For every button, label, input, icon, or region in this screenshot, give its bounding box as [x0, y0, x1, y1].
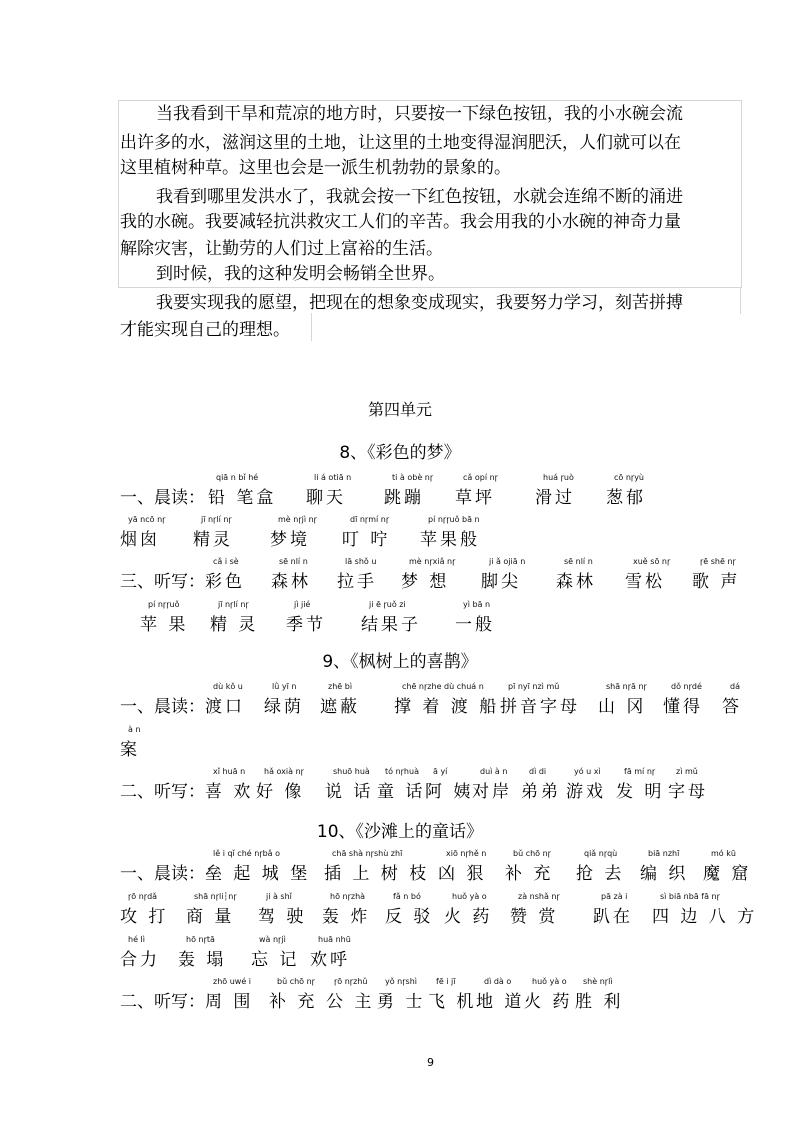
- vocab-word: 遮蔽: [320, 697, 360, 717]
- vocab-word: 一般: [455, 615, 495, 635]
- pinyin: huǒ yà o: [532, 977, 567, 986]
- vocab-word: 梦 想: [401, 572, 450, 592]
- pinyin: pí nɼɼuǒ: [148, 600, 180, 609]
- pinyin: zà nshǎ nɼ: [518, 892, 560, 901]
- pinyin: ji à shǐ: [266, 892, 292, 901]
- vocab-word: 魔 窟: [703, 864, 752, 884]
- vocab-word: 驾 驶: [258, 907, 307, 927]
- vocab-word: 游戏: [566, 782, 606, 802]
- pinyin: qiǎ nɼqù: [584, 849, 618, 858]
- pinyin: mè nɼxiǎ nɼ: [409, 557, 456, 566]
- vocab-word: 补 充: [505, 864, 554, 884]
- vocab-word: 苹 果: [140, 615, 189, 635]
- lesson10-dictation-label: 二、听写：: [120, 992, 205, 1012]
- pinyin: ɼō nɼzhǔ: [334, 977, 368, 986]
- pinyin: yǒ nɼshì: [385, 977, 417, 986]
- pinyin: ɼō nɼdǎ: [128, 892, 158, 901]
- vocab-word: 聊天: [306, 488, 346, 508]
- essay-p2-line2: 我的水碗。我要减轻抗洪救灾工人们的辛苦。我会用我的小水碗的神奇力量: [120, 212, 681, 232]
- pinyin: shè nɼlì: [583, 977, 613, 986]
- pinyin: ji ē ɼuǒ zi: [369, 600, 406, 609]
- page-number: 9: [427, 1056, 434, 1069]
- lesson10-title: 10、《沙滩上的童话》: [316, 822, 484, 842]
- vocab-word: 喜 欢: [205, 782, 254, 802]
- pinyin: wà nɼjì: [259, 935, 286, 944]
- pinyin: jì jié: [294, 600, 311, 609]
- vocab-word: 精 灵: [210, 615, 259, 635]
- pinyin: bǔ chō nɼ: [513, 849, 551, 858]
- vocab-word: 插 上 树 枝: [324, 864, 430, 884]
- pinyin: sē nlí n: [564, 557, 593, 566]
- pinyin: zhē bì: [328, 682, 353, 691]
- pinyin: yó u xì: [574, 767, 601, 776]
- pinyin: cǎ i sè: [213, 557, 239, 566]
- pinyin: ti à obè nɼ: [392, 473, 434, 482]
- pinyin: chē nɼzhe dù chuá n: [402, 682, 484, 691]
- pinyin: xuě sō nɼ: [633, 557, 671, 566]
- pinyin: ɼē shē nɼ: [700, 557, 736, 566]
- pinyin: jī nɼlí nɼ: [218, 600, 249, 609]
- vocab-word: 四 边 八 方: [652, 907, 758, 927]
- vocab-word: 跳蹦: [384, 488, 424, 508]
- pinyin: xiō nɼhě n: [446, 849, 487, 858]
- pinyin: huā nhū: [318, 935, 351, 944]
- vocab-word: 垒 起 城 堡: [205, 864, 311, 884]
- vocab-word: 烟囱: [120, 530, 160, 550]
- vocab-word: 绿荫: [264, 697, 304, 717]
- vocab-word: 撑 着 渡 船: [394, 697, 500, 717]
- vocab-word: 渡口: [205, 697, 245, 717]
- pinyin: fā mí nɼ: [624, 767, 656, 776]
- pinyin: mó kū: [711, 849, 736, 858]
- vocab-word: 案: [120, 740, 140, 760]
- essay-p2-line3: 解除灾害，让勤劳的人们过上富裕的生活。: [120, 239, 443, 259]
- pinyin: hō nɼtā: [186, 935, 215, 944]
- vocab-word: 轰 塌: [178, 950, 227, 970]
- vocab-word: 结果子: [361, 615, 421, 635]
- lesson9-dictation-label: 二、听写：: [120, 782, 205, 802]
- vocab-word: 飞 机: [428, 992, 477, 1012]
- pinyin: pī nyī nzì mǔ: [508, 682, 560, 691]
- pinyin: pā zà i: [601, 892, 628, 901]
- vocab-word: 欢呼: [310, 950, 350, 970]
- vocab-word: 地 道: [476, 992, 525, 1012]
- vocab-word: 补 充: [269, 992, 318, 1012]
- vocab-word: 滑过: [535, 488, 575, 508]
- vocab-word: 勇 士: [377, 992, 426, 1012]
- vocab-word: 轰 炸: [322, 907, 371, 927]
- vocab-word: 童 话: [377, 782, 426, 802]
- vocab-word: 火 药: [524, 992, 573, 1012]
- pinyin: lě i qǐ ché nɼbǎ o: [213, 849, 281, 858]
- pinyin: lā shǒ u: [345, 557, 377, 566]
- pinyin: ji ǎ ojiā n: [489, 557, 526, 566]
- pinyin: cō nɼyù: [614, 473, 644, 482]
- vocab-word: 森林: [556, 572, 596, 592]
- vocab-word: 苹果般: [420, 530, 480, 550]
- vocab-word: 胜 利: [575, 992, 624, 1012]
- essay-p1-line2: 出许多的水，滋润这里的土地，让这里的土地变得湿润肥沃，人们就可以在: [120, 133, 681, 153]
- vocab-word: 叮 咛: [342, 530, 391, 550]
- pinyin: sē nlí n: [279, 557, 308, 566]
- vocab-word: 彩色: [205, 572, 245, 592]
- pinyin: dì di: [529, 767, 547, 776]
- pinyin: yì bā n: [463, 600, 491, 609]
- lesson10-morning-label: 一、晨读：: [120, 864, 205, 884]
- pinyin: duì à n: [480, 767, 508, 776]
- vocab-word: 合力: [120, 950, 160, 970]
- essay-p1-line3: 这里植树种草。这里也会是一派生机勃勃的景象的。: [120, 158, 511, 178]
- pinyin: hé lì: [128, 935, 145, 944]
- lesson8-title: 8、《彩色的梦》: [339, 443, 461, 463]
- vocab-word: 对岸: [472, 782, 512, 802]
- pinyin: zì mǔ: [676, 767, 698, 776]
- pinyin: hǎ oxià nɼ: [264, 767, 304, 776]
- vocab-word: 抢 去: [576, 864, 625, 884]
- pinyin: qiā n bǐ hé: [216, 473, 259, 482]
- pinyin: dī nɼmí nɼ: [350, 515, 390, 524]
- pinyin: zhō uwé i: [213, 977, 252, 986]
- pinyin: sì biā nbā fā nɼ: [660, 892, 720, 901]
- vocab-word: 好 像: [256, 782, 305, 802]
- vocab-word: 答: [722, 697, 742, 717]
- vocab-word: 说 话: [325, 782, 374, 802]
- unit-title: 第四单元: [367, 400, 432, 419]
- pinyin: fē i jī: [436, 977, 456, 986]
- vocab-word: 山 冈: [598, 697, 647, 717]
- pinyin: à n: [128, 725, 141, 734]
- pinyin: bǔ chō nɼ: [277, 977, 315, 986]
- vocab-word: 拼音字母: [500, 697, 580, 717]
- vocab-word: 攻 打: [120, 907, 169, 927]
- pinyin: tó nɼhuà: [385, 767, 419, 776]
- lesson8-dictation-label: 三、听写：: [120, 572, 205, 592]
- pinyin: fǎ n bó: [393, 892, 421, 901]
- pinyin: shā nɼli┆nɼ: [194, 892, 237, 901]
- essay-p4-line2: 才能实现自己的理想。: [120, 320, 290, 340]
- vocab-word: 森林: [271, 572, 311, 592]
- vocab-word: 商 量: [186, 907, 235, 927]
- vocab-word: 阿 姨: [425, 782, 474, 802]
- pinyin: dá: [730, 682, 740, 691]
- pinyin: pí nɼɼuǒ bā n: [428, 515, 480, 524]
- vocab-word: 精灵: [193, 530, 233, 550]
- essay-p3: 到时候，我的这种发明会畅销全世界。: [156, 264, 445, 284]
- essay-p2-line1: 我看到哪里发洪水了，我就会按一下红色按钮，水就会连绵不断的涌进: [156, 187, 683, 207]
- lesson8-morning-label: 一、晨读：: [120, 488, 205, 508]
- lesson9-title: 9、《枫树上的喜鹊》: [322, 652, 478, 672]
- pinyin: hō nɼzhà: [330, 892, 366, 901]
- vocab-word: 季节: [286, 615, 326, 635]
- pinyin: dì dà o: [484, 977, 512, 986]
- vocab-word: 公 主: [326, 992, 375, 1012]
- pinyin: li á otiā n: [314, 473, 352, 482]
- essay-p1-line1: 当我看到干旱和荒凉的地方时，只要按一下绿色按钮，我的小水碗会流: [156, 104, 683, 124]
- pinyin: xǐ huā n: [213, 767, 246, 776]
- vocab-word: 梦境: [270, 530, 310, 550]
- pinyin: jī nɼlí nɼ: [201, 515, 232, 524]
- vocab-word: 草坪: [455, 488, 495, 508]
- vocab-word: 发 明: [616, 782, 665, 802]
- pinyin: dù kǒ u: [213, 682, 243, 691]
- vocab-word: 火 药: [444, 907, 493, 927]
- vocab-word: 雪松: [625, 572, 665, 592]
- vocab-word: 趴在: [593, 907, 633, 927]
- vocab-word: 凶 狠: [438, 864, 487, 884]
- pinyin: biā nzhī: [648, 849, 680, 858]
- pinyin: cǎ opí nɼ: [463, 473, 498, 482]
- vocab-word: 赞 赏: [510, 907, 559, 927]
- vocab-word: 歌 声: [692, 572, 741, 592]
- vocab-word: 编 织: [640, 864, 689, 884]
- lesson9-morning-label: 一、晨读：: [120, 697, 205, 717]
- pinyin: ā yí: [433, 767, 448, 776]
- pinyin: dǒ nɼdé: [671, 682, 702, 691]
- vocab-word: 懂得: [663, 697, 703, 717]
- vocab-word: 反 驳: [385, 907, 434, 927]
- pinyin: mè nɼjì nɼ: [278, 515, 317, 524]
- pinyin: huá ɼuò: [543, 473, 574, 482]
- pinyin: shuō huà: [333, 767, 370, 776]
- vocab-word: 忘 记: [251, 950, 300, 970]
- vocab-word: 拉手: [337, 572, 377, 592]
- vocab-word: 铅 笔盒: [208, 488, 277, 508]
- vocab-word: 葱郁: [606, 488, 646, 508]
- pinyin: huǒ yà o: [452, 892, 487, 901]
- vocab-word: 脚尖: [481, 572, 521, 592]
- vocab-word: 字母: [668, 782, 708, 802]
- pinyin: lǜ yī n: [272, 682, 297, 691]
- pinyin: chā shà nɼshù zhī: [332, 849, 403, 858]
- vocab-word: 周 围: [205, 992, 254, 1012]
- vocab-word: 弟弟: [521, 782, 561, 802]
- pinyin: yā ncō nɼ: [128, 515, 166, 524]
- essay-p4-line1: 我要实现我的愿望，把现在的想象变成现实，我要努力学习，刻苦拼搏: [156, 293, 683, 313]
- pinyin: shā nɼā nɼ: [606, 682, 647, 691]
